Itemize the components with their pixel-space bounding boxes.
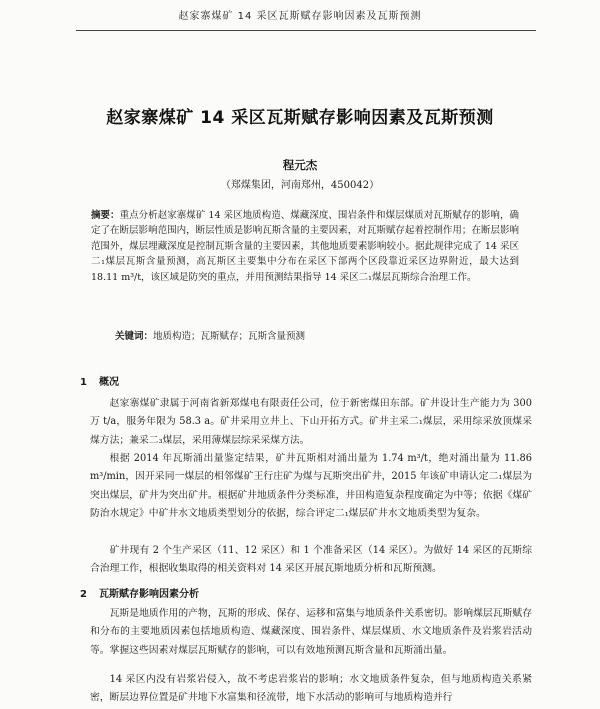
running-header-text: 赵家寨煤矿 14 采区瓦斯赋存影响因素及瓦斯预测 <box>178 11 422 22</box>
author-name: 程元杰 <box>282 158 318 172</box>
section-heading-1 <box>80 373 119 388</box>
paragraph: 矿井现有 2 个生产采区（11、12 采区）和 1 个准备采区（14 采区）。为做好 14 采区的瓦斯综合治理工作，根据收集取得的相关资料对 14 采区开展瓦斯地质分析和瓦斯预测。 <box>90 545 532 575</box>
paragraph: 根据 2014 年瓦斯涌出量鉴定结果，矿井瓦斯相对涌出量为 1.74 m³/t，绝对涌出量为 11.86 m³/min，因开采同一煤层的相邻煤矿王行庄矿为煤与瓦斯突出矿井，2015 年该矿申请认定二₁煤层为突出煤层，矿井为突出矿井。根据矿井地质条件分类标准，井田构造复杂程度确定为中等；依据《煤矿防治水规定》中矿井水文地质类型划分的依据，综合评定二₁煤层矿井水文地质类型为复杂。 <box>90 453 532 520</box>
author-affiliation: （郑煤集团，河南郑州，450042） <box>220 180 380 191</box>
abstract <box>91 208 519 285</box>
paragraph: 赵家寨煤矿隶属于河南省新郑煤电有限责任公司，位于新密煤田东部。矿井设计生产能力为 300 万 t/a，服务年限为 58.3 a。矿井采用立井上、下山开拓方式。矿井主采二₁煤层，采用综采放顶煤采煤方法；兼采二₃煤层，采用薄煤层综采采煤方法。 <box>90 398 532 446</box>
paper-title: 赵家寨煤矿 14 采区瓦斯赋存影响因素及瓦斯预测 <box>106 108 494 128</box>
section-heading-2 <box>80 585 199 600</box>
section-title: 瓦斯赋存影响因素分析 <box>98 589 199 600</box>
header-rule <box>76 30 536 31</box>
keywords-label: 关键词： <box>115 331 154 342</box>
paragraph: 瓦斯是地质作用的产物，瓦斯的形成、保存、运移和富集与地质条件关系密切。影响煤层瓦斯赋存和分布的主要地质因素包括地质构造、煤藏深度、围岩条件、煤层煤质、水文地质条件及岩浆岩活动等。掌握这些因素对煤层瓦斯赋存的影响，可以有效地预测瓦斯含量和瓦斯涌出量。 <box>90 608 532 656</box>
paragraph: 14 采区内没有岩浆岩侵入，故不考虑岩浆岩的影响；水文地质条件复杂，但与地质构造关系紧密，断层边界位置是矿井地下水富集和径流带，地下水活动的影响可与地质构造并行 <box>90 674 532 704</box>
section-number: 2 <box>80 589 87 600</box>
section-number: 1 <box>80 377 87 388</box>
section-title: 概况 <box>98 377 119 388</box>
running-header <box>0 0 600 30</box>
abstract-text: 重点分析赵家寨煤矿 14 采区地质构造、煤藏深度、围岩条件和煤层煤质对瓦斯赋存的影响，确定了在断层影响范围内，断层性质是影响瓦斯含量的主要因素，对瓦斯赋存起着控制作用；在断层影响范围外，煤层埋藏深度是控制瓦斯含量的主要因素，其他地质要素影响较小。据此规律完成了 14 采区二₁煤层瓦斯含量预测，高瓦斯区主要集中分布在采区下部两个区段靠近采区边界附近，最大达到 18.11 m³/t，该区域是防突的重点，并用预测结果指导 14 采区二₁煤层瓦斯综合治理工作。 <box>91 210 519 283</box>
keywords <box>115 329 515 344</box>
abstract-label: 摘要： <box>91 210 120 221</box>
keywords-text: 地质构造；瓦斯赋存；瓦斯含量预测 <box>153 331 306 342</box>
